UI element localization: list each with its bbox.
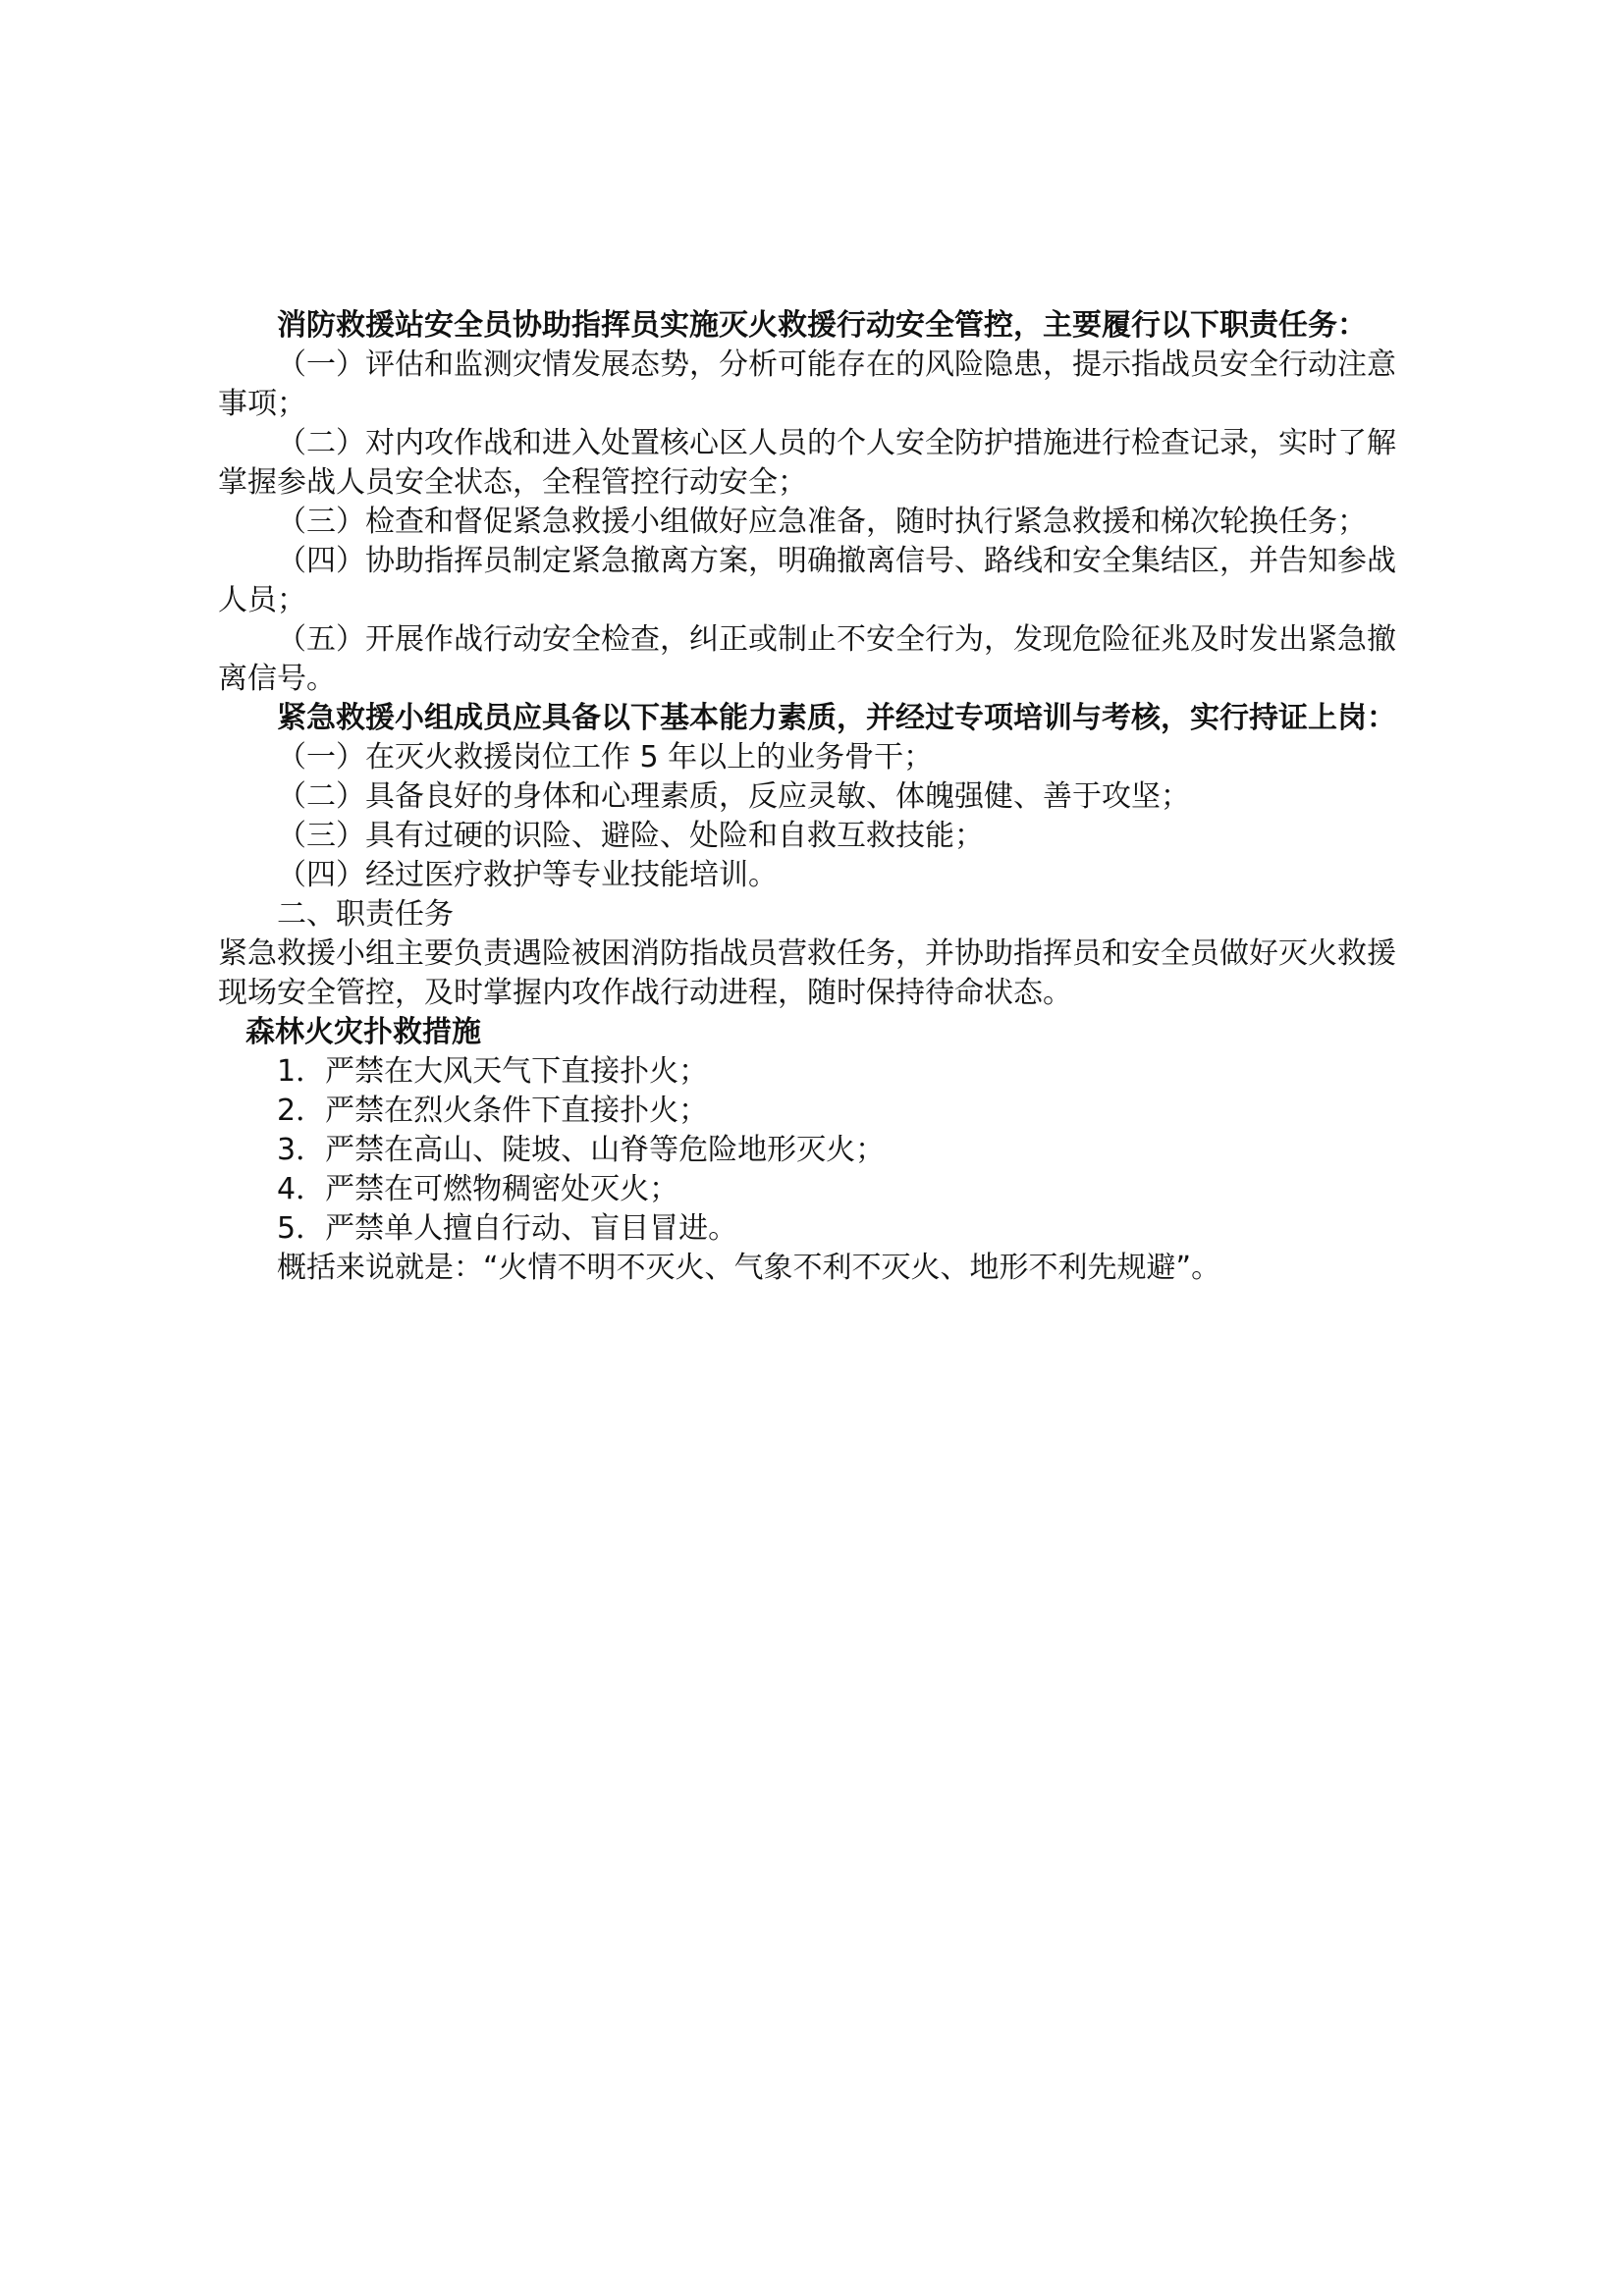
section3-item-5: 5．严禁单人擅自行动、盲目冒进。 [277, 1211, 738, 1246]
section1-item-1-line2: 事项； [218, 387, 306, 421]
section2-item-1: （一）在灭火救援岗位工作 5 年以上的业务骨干； [277, 740, 934, 774]
section3-item-1: 1．严禁在大风天气下直接扑火； [277, 1054, 709, 1089]
section2-heading: 紧急救援小组成员应具备以下基本能力素质，并经过专项培训与考核，实行持证上岗： [277, 701, 1396, 735]
section3-heading: 森林火灾扑救措施 [245, 1015, 481, 1049]
section2-paragraph-line2: 现场安全管控，及时掌握内攻作战行动进程，随时保持待命状态。 [218, 976, 1072, 1010]
section2-item-4: （四）经过医疗救护等专业技能培训。 [277, 858, 778, 892]
section1-item-1-line1: （一）评估和监测灾情发展态势，分析可能存在的风险隐患，提示指战员安全行动注意 [277, 347, 1396, 382]
section1-item-2-line2: 掌握参战人员安全状态，全程管控行动安全； [218, 465, 807, 500]
section2-item-3: （三）具有过硬的识险、避险、处险和自救互救技能； [277, 819, 984, 853]
section1-item-4-line2: 人员； [218, 583, 306, 617]
section1-item-5-line2: 离信号。 [218, 662, 336, 696]
section3-item-3: 3．严禁在高山、陡坡、山脊等危险地形灭火； [277, 1133, 886, 1167]
section2-item-2: （二）具备良好的身体和心理素质，反应灵敏、体魄强健、善于攻坚； [277, 779, 1190, 814]
section3-summary: 概括来说就是：“火情不明不灭火、气象不利不灭火、地形不利先规避”。 [277, 1251, 1221, 1285]
section2-subheading: 二、职责任务 [277, 897, 454, 932]
section1-item-2-line1: （二）对内攻作战和进入处置核心区人员的个人安全防护措施进行检查记录，实时了解 [277, 426, 1396, 460]
section1-item-5-line1: （五）开展作战行动安全检查，纠正或制止不安全行为，发现危险征兆及时发出紧急撤 [277, 622, 1396, 657]
section1-item-3-line1: （三）检查和督促紧急救援小组做好应急准备，随时执行紧急救援和梯次轮换任务； [277, 505, 1367, 539]
document-body [218, 306, 1435, 1288]
section3-item-2: 2．严禁在烈火条件下直接扑火； [277, 1094, 709, 1128]
section1-heading: 消防救援站安全员协助指挥员实施灭火救援行动安全管控，主要履行以下职责任务： [277, 308, 1367, 343]
section1-item-4-line1: （四）协助指挥员制定紧急撤离方案，明确撤离信号、路线和安全集结区，并告知参战 [277, 544, 1396, 578]
section2-paragraph-line1: 紧急救援小组主要负责遇险被困消防指战员营救任务，并协助指挥员和安全员做好灭火救援 [218, 936, 1396, 971]
section3-item-4: 4．严禁在可燃物稠密处灭火； [277, 1172, 679, 1206]
